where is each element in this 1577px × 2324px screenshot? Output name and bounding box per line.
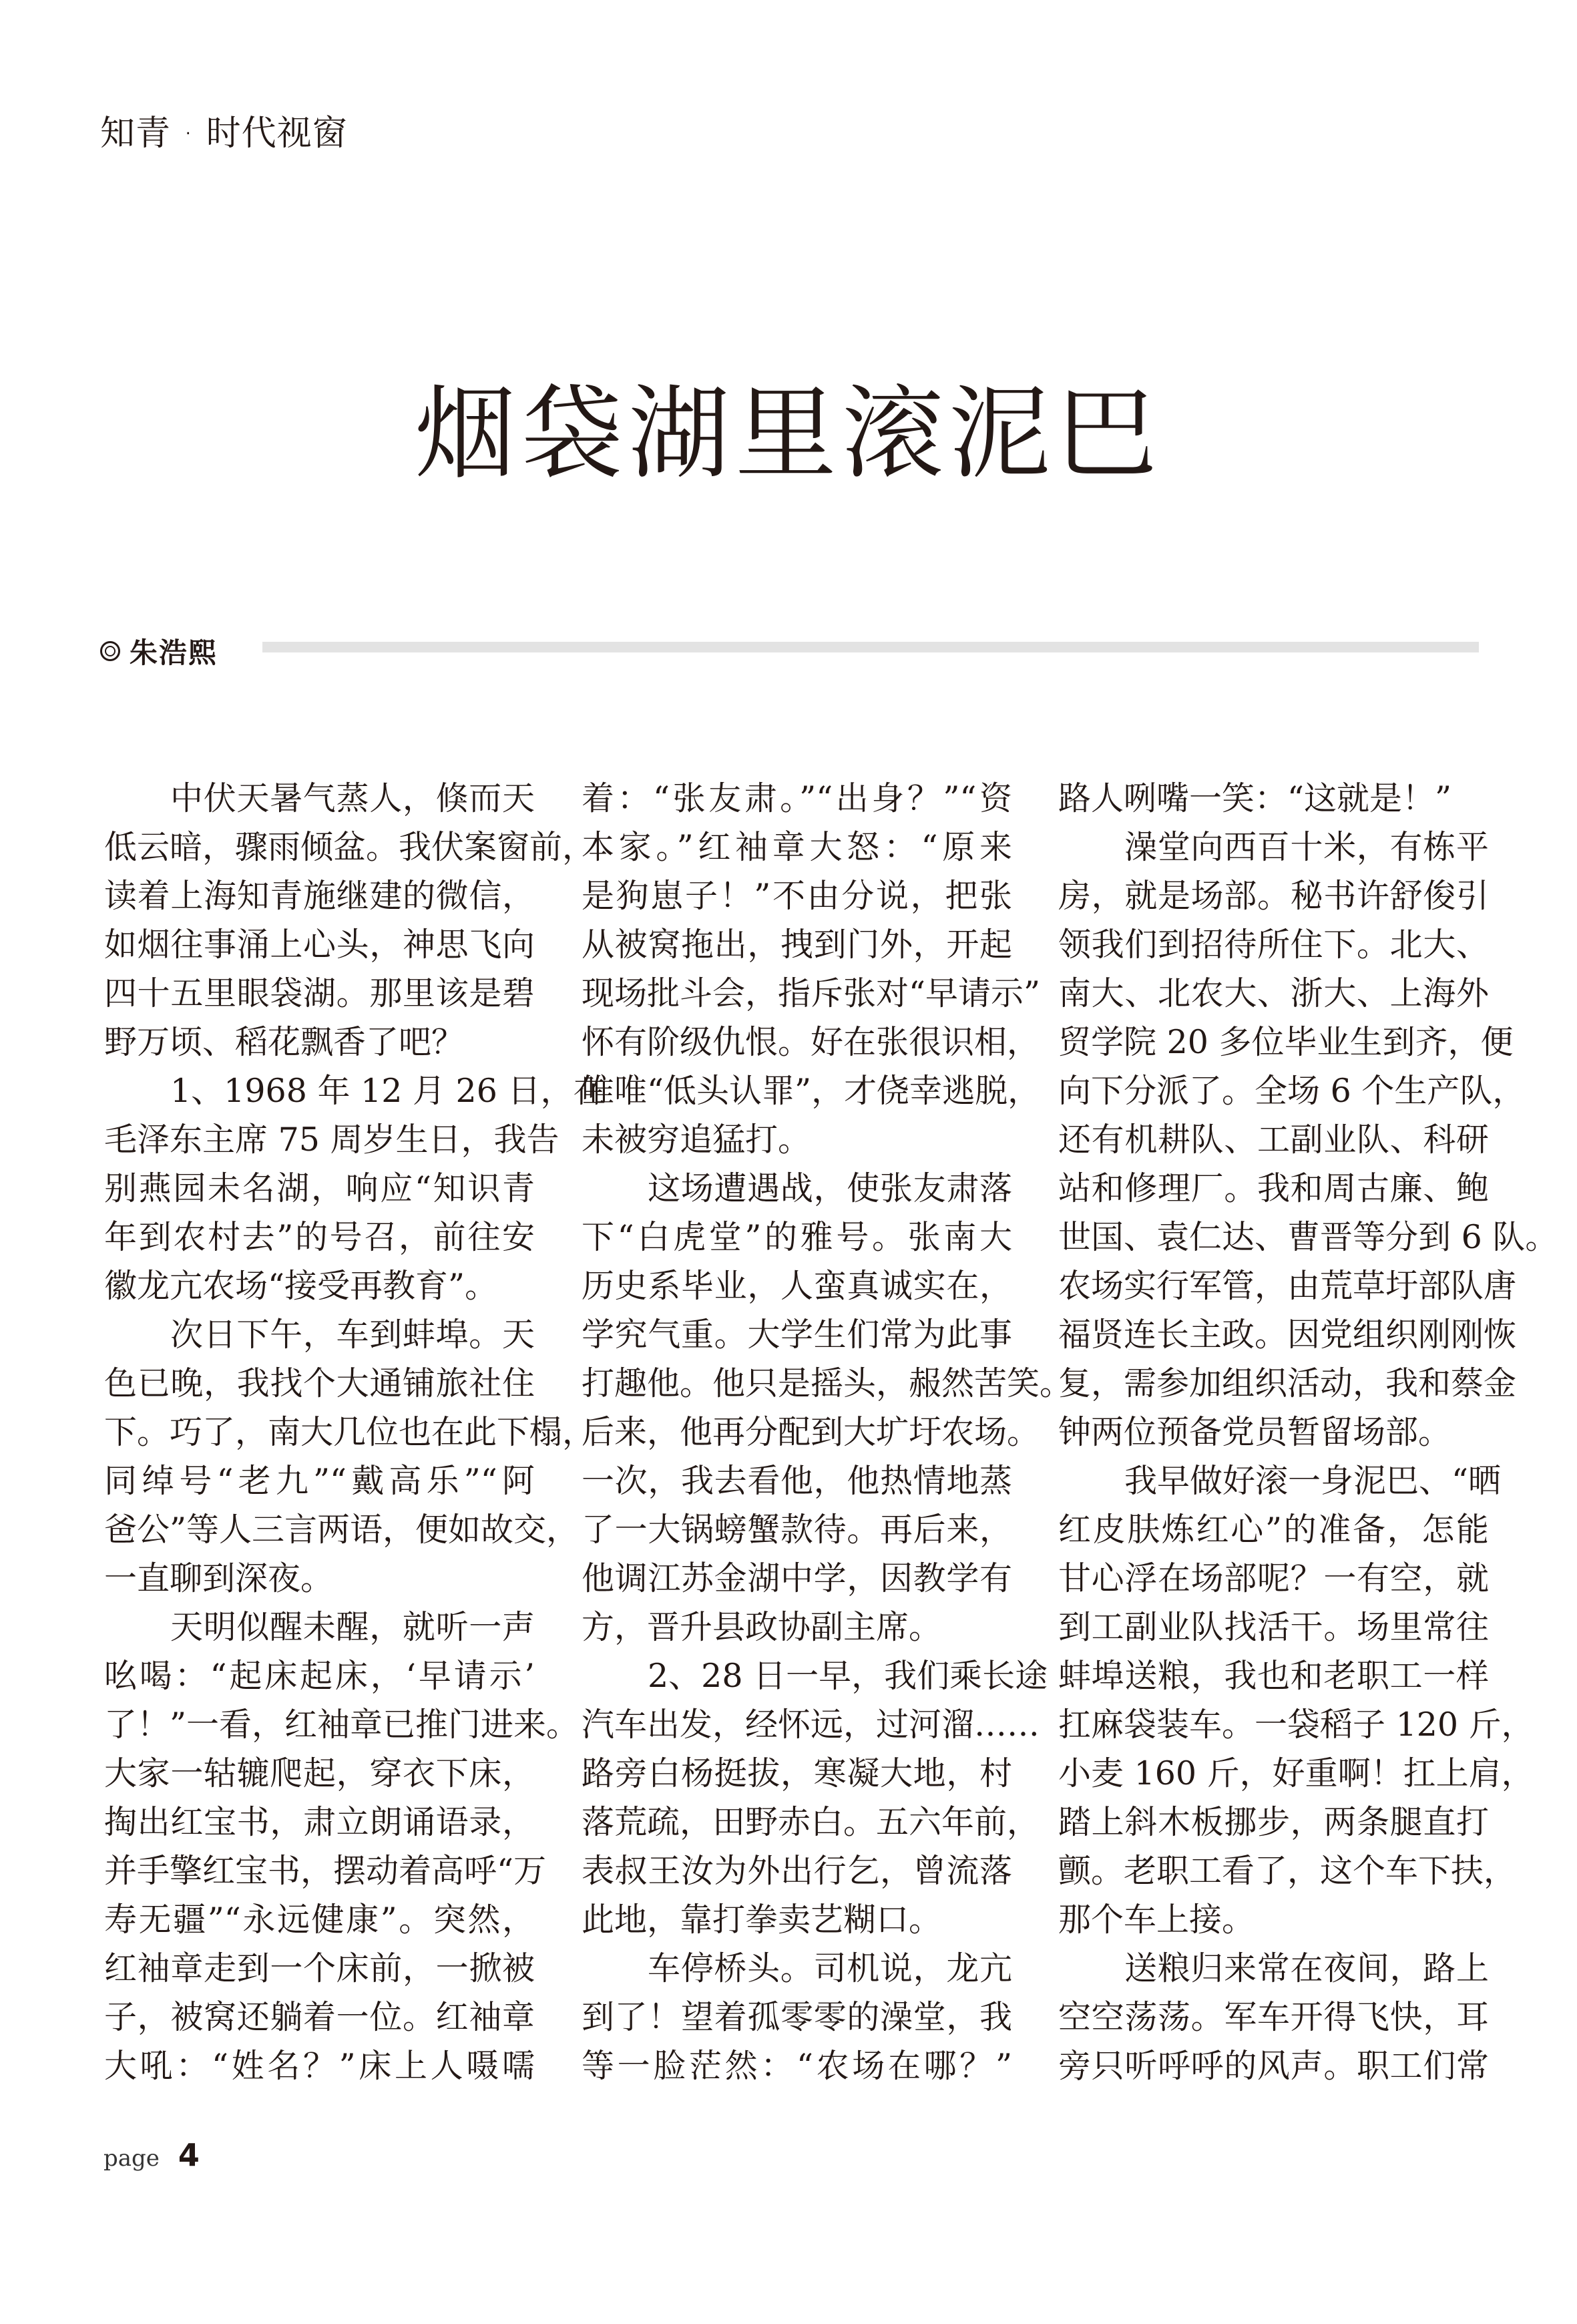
- text-line: 大家一轱辘爬起，穿衣下床，: [104, 1754, 535, 1792]
- text-line: 车停桥头。司机说，龙亢: [648, 1949, 1012, 1987]
- text-line: 旁只听呼呼的风声。职工们常: [1058, 2047, 1489, 2085]
- text-line: 掏出红宝书，肃立朗诵语录，: [104, 1803, 535, 1841]
- text-line: 向下分派了。全场 6 个生产队，: [1058, 1072, 1526, 1110]
- text-line: 扛麻袋装车。一袋稻子 120 斤，: [1058, 1706, 1534, 1744]
- text-line: 了！”一看，红袖章已推门进来。: [104, 1706, 580, 1744]
- text-line: 领我们到招待所住下。北大、: [1058, 926, 1489, 964]
- page-label: page: [103, 2145, 160, 2172]
- text-line: 后来，他再分配到大圹圩农场。: [582, 1413, 1040, 1451]
- text-line: 澡堂向西百十米，有栋平: [1124, 828, 1489, 866]
- text-line: 路旁白杨挺拔，寒凝大地，村: [582, 1754, 1012, 1792]
- text-line: 徽龙亢农场“接受再教育”。: [104, 1267, 498, 1305]
- text-line: 空空荡荡。军车开得飞快，耳: [1058, 1998, 1489, 2036]
- text-line: 下“白虎堂”的雅号。张南大: [582, 1218, 1012, 1256]
- text-line: 野万顷、稻花飘香了吧？: [104, 1023, 465, 1061]
- text-line: 读着上海知青施继建的微信，: [104, 877, 535, 915]
- text-line: 现场批斗会，指斥张对“早请示”: [582, 974, 1041, 1012]
- text-line: 怀有阶级仇恨。好在张很识相，: [582, 1023, 1040, 1061]
- text-line: 汽车出发，经怀远，过河溜……: [582, 1706, 1040, 1744]
- text-line: 等一脸茫然：“农场在哪？”: [582, 2047, 1012, 2085]
- text-line: 吆喝：“起床起床，‘早请示’: [104, 1657, 535, 1695]
- text-line: 这场遭遇战，使张友肃落: [648, 1169, 1012, 1207]
- text-line: 并手擎红宝书，摆动着高呼“万: [104, 1852, 547, 1890]
- text-line: 了一大锅螃蟹款待。再后来，: [582, 1511, 1012, 1549]
- text-line: 贸学院 20 多位毕业生到齐，便: [1058, 1023, 1514, 1061]
- text-line: 同绰号“老九”“戴高乐”“阿: [104, 1462, 535, 1500]
- text-line: 一次，我去看他，他热情地蒸: [582, 1462, 1012, 1500]
- text-line: 农场实行军管，由荒草圩部队唐: [1058, 1267, 1517, 1305]
- text-line: 方，晋升县政协副主席。: [582, 1608, 942, 1646]
- text-line: 如烟往事涌上心头，神思飞向: [104, 926, 535, 964]
- text-line: 打趣他。他只是摇头，赧然苦笑。: [582, 1364, 1073, 1402]
- article-column-1: [104, 774, 606, 2090]
- text-line: 蚌埠送粮，我也和老职工一样: [1058, 1657, 1489, 1695]
- text-line: 毛泽东主席 75 周岁生日，我告: [104, 1121, 559, 1159]
- text-line: 钟两位预备党员暂留场部。: [1058, 1413, 1451, 1451]
- text-line: 寿无疆”“永远健康”。突然，: [104, 1901, 535, 1939]
- text-line: 我早做好滚一身泥巴、“晒: [1124, 1462, 1502, 1500]
- text-line: 到工副业队找活干。场里常往: [1058, 1608, 1489, 1646]
- text-line: 红袖章走到一个床前，一掀被: [104, 1949, 535, 1987]
- text-line: 复，需参加组织活动，我和蔡金: [1058, 1364, 1517, 1402]
- text-line: 低云暗，骤雨倾盆。我伏案窗前，: [104, 828, 596, 866]
- text-line: 路人咧嘴一笑：“这就是！”: [1058, 779, 1452, 817]
- text-line: 四十五里眼袋湖。那里该是碧: [104, 974, 535, 1012]
- text-line: 世国、袁仁达、曹晋等分到 6 队。: [1058, 1218, 1558, 1256]
- text-line: 踏上斜木板挪步，两条腿直打: [1058, 1803, 1489, 1841]
- text-line: 颤。老职工看了，这个车下扶，: [1058, 1852, 1517, 1890]
- article-title: 烟袋湖里滚泥巴: [415, 375, 1162, 493]
- text-line: 爸公”等人三言两语，便如故交，: [104, 1511, 580, 1549]
- page-number: [103, 2137, 200, 2173]
- text-line: 是狗崽子！”不由分说，把张: [582, 877, 1012, 915]
- byline-divider: [262, 642, 1479, 652]
- text-line: 送粮归来常在夜间，路上: [1124, 1949, 1489, 1987]
- text-line: 甘心浮在场部呢？一有空，就: [1058, 1559, 1489, 1597]
- text-line: 唯唯“低头认罪”，才侥幸逃脱，: [582, 1072, 1041, 1110]
- text-line: 南大、北农大、浙大、上海外: [1058, 974, 1489, 1012]
- text-line: 福贤连长主政。因党组织刚刚恢: [1058, 1316, 1517, 1354]
- text-line: 站和修理厂。我和周古廉、鲍: [1058, 1169, 1489, 1207]
- text-line: 别燕园未名湖，响应“知识青: [104, 1169, 535, 1207]
- text-line: 此地，靠打拳卖艺糊口。: [582, 1901, 942, 1939]
- text-line: 一直聊到深夜。: [104, 1559, 334, 1597]
- text-line: 本家。”红袖章大怒：“原来: [582, 828, 1012, 866]
- text-line: 大吼：“姓名？”床上人嗫嚅: [104, 2047, 535, 2085]
- article-column-3: [1058, 774, 1558, 2090]
- text-line: 红皮肤炼红心”的准备，怎能: [1058, 1511, 1489, 1549]
- text-line: 从被窝拖出，拽到门外，开起: [582, 926, 1012, 964]
- text-line: 下。巧了，南大几位也在此下榻，: [104, 1413, 596, 1451]
- text-line: 房，就是场部。秘书许舒俊引: [1058, 877, 1489, 915]
- text-line: 学究气重。大学生们常为此事: [582, 1316, 1012, 1354]
- text-line: 未被穷追猛打。: [582, 1121, 811, 1159]
- byline: [100, 631, 218, 671]
- text-line: 次日下午，车到蚌埠。天: [170, 1316, 535, 1354]
- text-line: 还有机耕队、工副业队、科研: [1058, 1121, 1489, 1159]
- text-line: 子，被窝还躺着一位。红袖章: [104, 1998, 535, 2036]
- section-header: 知青 · 时代视窗: [100, 114, 348, 154]
- text-line: 中伏天暑气蒸人，倏而天: [170, 779, 535, 817]
- text-line: 着：“张友肃。”“出身？”“资: [582, 779, 1012, 817]
- text-line: 表叔王汝为外出行乞，曾流落: [582, 1852, 1012, 1890]
- text-line: 那个车上接。: [1058, 1901, 1255, 1939]
- text-line: 他调江苏金湖中学，因教学有: [582, 1559, 1012, 1597]
- article-column-2: [582, 774, 1073, 2090]
- page-number-value: 4: [178, 2137, 200, 2173]
- text-line: 小麦 160 斤，好重啊！扛上肩，: [1058, 1754, 1534, 1792]
- text-line: 年到农村去”的号召，前往安: [104, 1218, 535, 1256]
- double-circle-icon: [100, 641, 120, 661]
- text-line: 2、28 日一早，我们乘长途: [648, 1657, 1048, 1695]
- text-line: 历史系毕业，人蛮真诚实在，: [582, 1267, 1012, 1305]
- text-line: 天明似醒未醒，就听一声: [170, 1608, 535, 1646]
- text-line: 到了！望着孤零零的澡堂，我: [582, 1998, 1012, 2036]
- author-name: 朱浩熙: [130, 636, 218, 669]
- text-line: 1、1968 年 12 月 26 日，在: [170, 1072, 606, 1110]
- text-line: 落荒疏，田野赤白。五六年前，: [582, 1803, 1040, 1841]
- text-line: 色已晚，我找个大通铺旅社住: [104, 1364, 535, 1402]
